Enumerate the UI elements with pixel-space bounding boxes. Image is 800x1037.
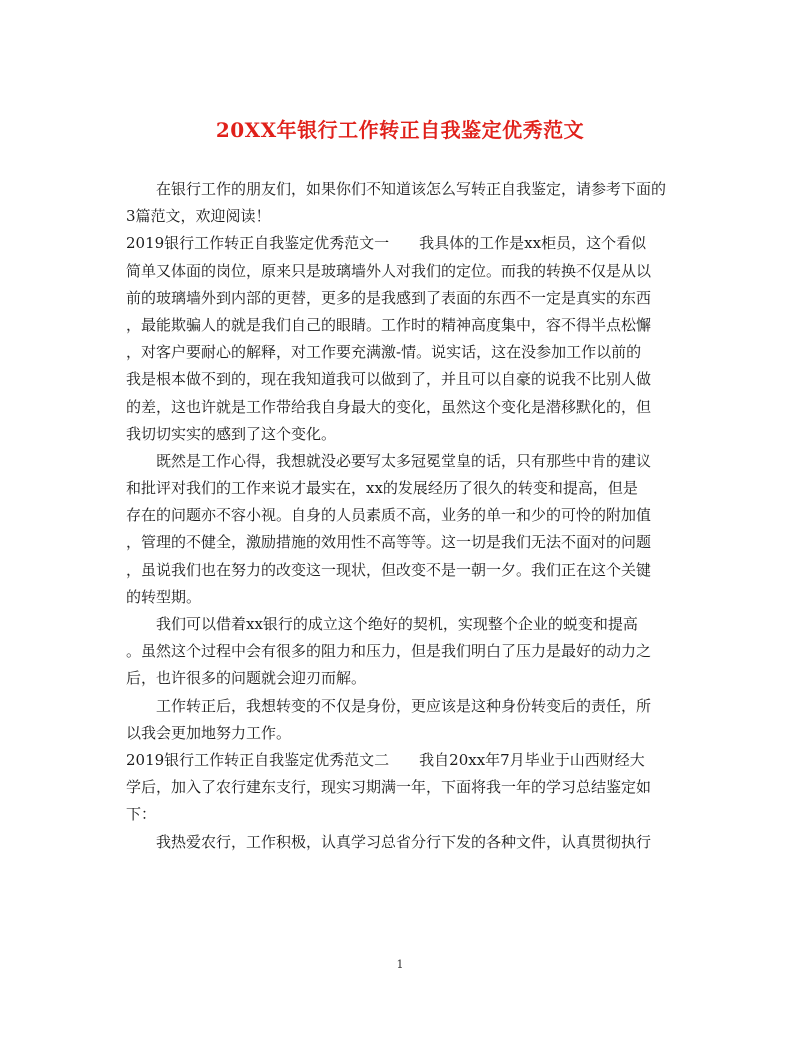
page-number: 1 (396, 958, 404, 971)
body-line-4: 简单又体面的岗位，原来只是玻璃墙外人对我们的定位。而我的转换不仅是从以 (126, 261, 652, 280)
body-line-2: 3篇范文，欢迎阅读！ (126, 207, 271, 226)
body-line-24: 下： (126, 805, 157, 824)
body-line-3: 2019银行工作转正自我鉴定优秀范文一 我具体的工作是xx柜员，这个看似 (126, 234, 647, 253)
body-line-11: 既然是工作心得，我想就没必要写太多冠冕堂皇的话，只有那些中肯的建议 (156, 451, 652, 470)
body-line-10: 我切切实实的感到了这个变化。 (126, 424, 337, 443)
body-line-16: 的转型期。 (126, 587, 202, 606)
body-line-23: 学后，加入了农行建东支行，现实习期满一年，下面将我一年的学习总结鉴定如 (126, 778, 652, 797)
body-line-6: ，最能欺骗人的就是我们自己的眼睛。工作时的精神高度集中，容不得半点松懈 (126, 315, 652, 334)
body-line-22: 2019银行工作转正自我鉴定优秀范文二 我自20xx年7月毕业于山西财经大 (126, 750, 645, 769)
body-line-17: 我们可以借着xx银行的成立这个绝好的契机，实现整个企业的蜕变和提高 (156, 615, 638, 633)
body-line-9: 的差，这也许就是工作带给我自身最大的变化，虽然这个变化是潜移默化的，但 (126, 397, 652, 416)
body-line-13: 存在的问题亦不容小视。自身的人员素质不高，业务的单一和少的可怜的附加值 (126, 506, 652, 525)
body-line-18: 。虽然这个过程中会有很多的阻力和压力，但是我们明白了压力是最好的动力之 (126, 642, 652, 661)
body-line-14: ，管理的不健全，激励措施的效用性不高等等。这一切是我们无法不面对的问题 (126, 533, 652, 552)
body-line-5: 前的玻璃墙外到内部的更替，更多的是我感到了表面的东西不一定是真实的东西 (126, 288, 652, 307)
body-line-8: 我是根本做不到的，现在我知道我可以做到了，并且可以自豪的说我不比别人做 (126, 370, 652, 389)
body-line-20: 工作转正后，我想转变的不仅是身份，更应该是这种身份转变后的责任，所 (156, 696, 652, 715)
body-line-21: 以我会更加地努力工作。 (126, 723, 292, 742)
body-line-12: 和批评对我们的工作来说才最实在，xx的发展经历了很久的转变和提高，但是 (126, 479, 638, 498)
body-line-15: ，虽说我们也在努力的改变这一现状，但改变不是一朝一夕。我们正在这个关键 (126, 560, 652, 579)
body-line-25: 我热爱农行，工作积极，认真学习总省分行下发的各种文件，认真贯彻执行 (156, 832, 652, 851)
body-line-1: 在银行工作的朋友们，如果你们不知道该怎么写转正自我鉴定，请参考下面的 (156, 180, 667, 198)
document-title: 20XX年银行工作转正自我鉴定优秀范文 (215, 118, 585, 142)
body-line-7: ，对客户要耐心的解释，对工作要充满激-情。说实话，这在没参加工作以前的 (126, 343, 642, 362)
body-line-19: 后，也许很多的问题就会迎刃而解。 (126, 669, 367, 688)
document-body (126, 176, 674, 856)
